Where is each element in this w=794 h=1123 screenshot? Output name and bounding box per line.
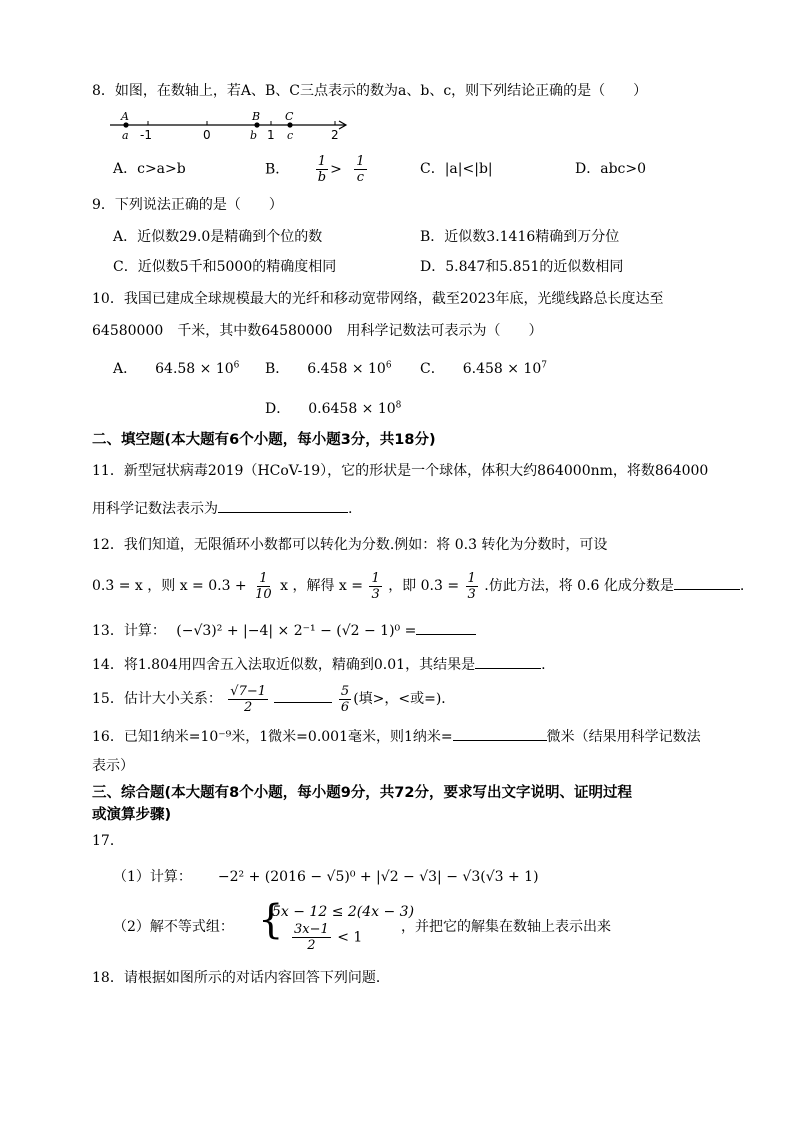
- q9-option-a: A．近似数29.0是精确到个位的数: [113, 229, 323, 245]
- svg-text:B: B: [252, 110, 261, 123]
- q17-brace: {: [258, 897, 284, 943]
- svg-text:c: c: [287, 129, 294, 142]
- q13: 13．计算： (−√3)² + |−4| × 2⁻¹ − (√2 − 1)⁰ =: [92, 620, 476, 640]
- q8-option-a: A．c>a>b: [113, 161, 186, 177]
- q11-line2: 用科学记数法表示为 .: [92, 498, 352, 518]
- q16-line1: 16．已知1纳米=10⁻⁹米，1微米=0.001毫米，则1纳米= 微米（结果用科学记数法: [92, 726, 701, 746]
- svg-text:C: C: [285, 110, 294, 123]
- q13-answer-blank[interactable]: [416, 620, 476, 635]
- svg-text:0: 0: [203, 128, 211, 142]
- q17-part2-tail: ，并把它的解集在数轴上表示出来: [401, 919, 611, 935]
- q15-answer-blank[interactable]: [274, 688, 332, 703]
- q10-option-b: B． $6.458 \times 10^6$: [265, 360, 392, 377]
- svg-text:-1: -1: [140, 128, 152, 142]
- svg-text:b: b: [250, 129, 258, 142]
- q17-number: 17．: [92, 833, 124, 849]
- q14-answer-blank[interactable]: [475, 654, 541, 669]
- point-b: [254, 122, 259, 127]
- q17-inequality-1: 5x − 12 ≤ 2(4x − 3): [272, 904, 415, 920]
- section-2-heading: 二、填空题(本大题有6个小题，每小题3分，共18分): [92, 432, 436, 448]
- point-a: [123, 122, 128, 127]
- q8-option-b: B． $\frac{1}{b}$ > $\frac{1}{c}$: [265, 154, 365, 185]
- q11-line1: 11．新型冠状病毒2019（HCoV-19），它的形状是一个球体，体积大约864000nm，将数864000: [92, 463, 709, 479]
- q16-answer-blank[interactable]: [453, 726, 547, 741]
- q8-text: 8．如图，在数轴上，若A、B、C三点表示的数为a、b、c，则下列结论正确的是（ ）: [92, 83, 648, 99]
- q12-line2: 0.3̇ = x ，则 x = 0.3 + $\frac{1}{10}$ x ，解得 x = $\frac{1}{3}$ ，即 0.3̇ = $\frac{1}{3}$ .仿此方法，将 0.6̇ 化成分数是 .: [92, 570, 745, 602]
- q17-inequality-2: $\frac{3x-1}{2}$ < 1: [294, 922, 363, 953]
- q14: 14．将1.804用四舍五入法取近似数，精确到0.01，其结果是 .: [92, 654, 546, 674]
- q9-option-d: D．5.847和5.851的近似数相同: [420, 259, 624, 275]
- svg-text:a: a: [122, 129, 129, 142]
- q10-option-d: D． $0.6458 \times 10^8$: [265, 400, 402, 417]
- q12-line1: 12．我们知道，无限循环小数都可以转化为分数.例如：将 0.3̇ 转化为分数时，可设: [92, 537, 608, 553]
- q15: 15．估计大小关系： $\frac{√7-1}{2}$ $\frac{5}{6}$ (填>，<或=)．: [92, 683, 456, 715]
- section-3-heading-line1: 三、综合题(本大题有8个小题，每小题9分，共72分，要求写出文字说明、证明过程: [92, 785, 632, 801]
- q17-part1: （1）计算： −2² + (2016 − √5)⁰ + |√2 − √3| − √3(√3 + 1): [113, 869, 539, 885]
- q10-option-a: A． $64.58 \times 10^6$: [113, 360, 240, 377]
- q10-line1: 10．我国已建成全球规模最大的光纤和移动宽带网络，截至2023年底，光缆线路总长度达至: [92, 291, 664, 307]
- q8-option-d: D．abc>0: [575, 161, 647, 177]
- q8-option-c: C．|a|<|b|: [420, 161, 493, 177]
- svg-text:1: 1: [267, 128, 275, 142]
- q17-part2-label: （2）解不等式组：: [113, 919, 234, 935]
- q9-text: 9．下列说法正确的是（ ）: [92, 197, 283, 213]
- q12-answer-blank[interactable]: [674, 575, 740, 590]
- q10-option-c: C． $6.458 \times 10^7$: [420, 360, 547, 377]
- section-3-heading-line2: 或演算步骤): [92, 807, 172, 823]
- q11-answer-blank[interactable]: [218, 498, 348, 513]
- q16-line2: 表示）: [92, 758, 134, 774]
- q10-line2: 64580000 千米，其中数64580000 用科学记数法可表示为（ ）: [92, 323, 543, 339]
- number-line-figure: [106, 108, 356, 142]
- q9-option-b: B．近似数3.1416精确到万分位: [420, 229, 620, 245]
- q9-option-c: C．近似数5千和5000的精确度相同: [113, 259, 337, 275]
- svg-text:A: A: [121, 110, 129, 123]
- q18: 18．请根据如图所示的对话内容回答下列问题．: [92, 970, 390, 986]
- point-c: [287, 122, 292, 127]
- svg-text:2: 2: [331, 128, 339, 142]
